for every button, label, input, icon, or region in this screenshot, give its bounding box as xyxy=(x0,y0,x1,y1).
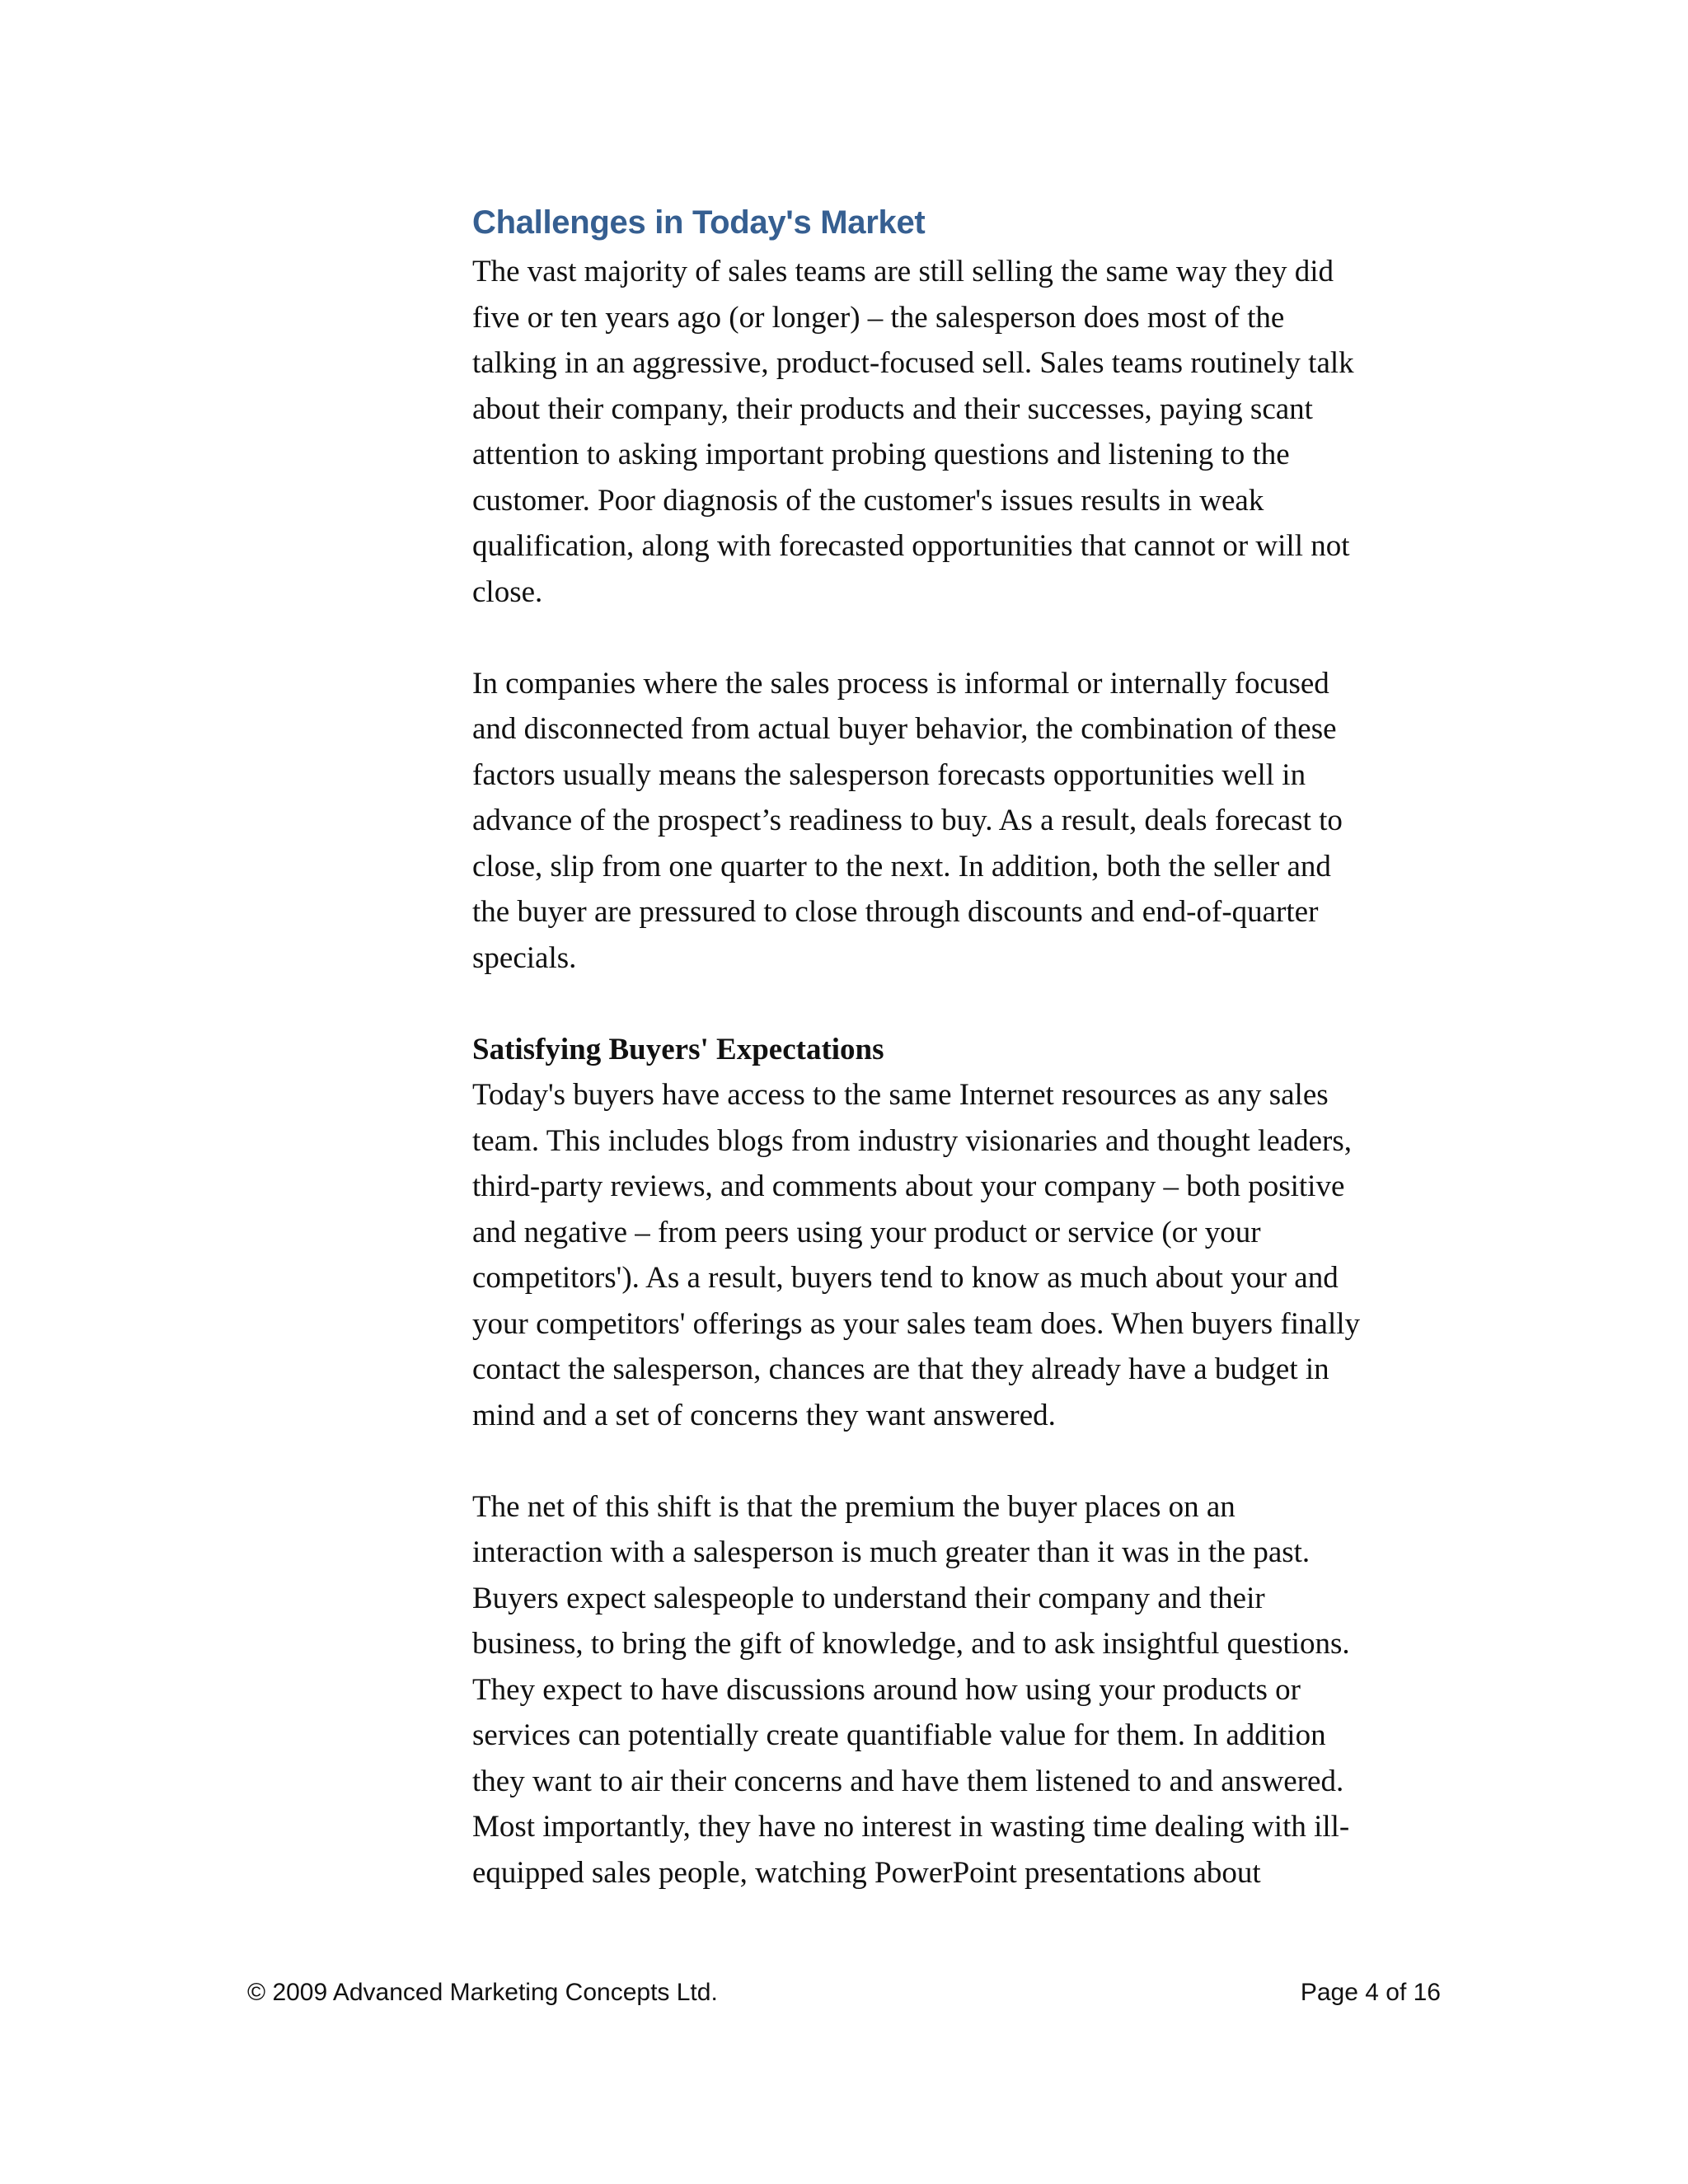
copyright-notice: © 2009 Advanced Marketing Concepts Ltd. xyxy=(247,1979,718,2006)
paragraph-line: attention to asking important probing questions and listening to the xyxy=(472,438,1290,471)
paragraph-line: they want to air their concerns and have them listened to and answered. xyxy=(472,1764,1344,1798)
paragraph-line: five or ten years ago (or longer) – the salesperson does most of the xyxy=(472,300,1285,335)
paragraph-line: and negative – from peers using your product or service (or your xyxy=(472,1215,1261,1249)
paragraph-line: customer. Poor diagnosis of the customer's issues results in weak xyxy=(472,483,1264,518)
paragraph-line: services can potentially create quantifiable value for them. In addition xyxy=(472,1718,1326,1752)
paragraph-line: contact the salesperson, chances are that they already have a budget in xyxy=(472,1352,1329,1386)
paragraph-line: In companies where the sales process is informal or internally focused xyxy=(472,666,1329,701)
paragraph-line: interaction with a salesperson is much greater than it was in the past. xyxy=(472,1535,1311,1569)
paragraph-line: equipped sales people, watching PowerPoint presentations about xyxy=(472,1855,1261,1890)
paragraph-line: advance of the prospect’s readiness to buy. As a result, deals forecast to xyxy=(472,804,1343,837)
paragraph-4 xyxy=(472,1484,1445,1896)
section-heading: Challenges in Today's Market xyxy=(472,204,926,241)
paragraph-1 xyxy=(472,249,1445,615)
paragraph-line: Buyers expect salespeople to understand their company and their xyxy=(472,1581,1265,1615)
paragraph-spacer xyxy=(472,1438,1445,1484)
paragraph-spacer xyxy=(472,615,1445,661)
paragraph-line: close, slip from one quarter to the next. In addition, both the seller and xyxy=(472,849,1331,883)
paragraph-line: the buyer are pressured to close through discounts and end-of-quarter xyxy=(472,895,1319,929)
paragraph-line: factors usually means the salesperson forecasts opportunities well in xyxy=(472,757,1306,792)
paragraph-line: They expect to have discussions around how using your products or xyxy=(472,1672,1301,1707)
paragraph-line: mind and a set of concerns they want answered. xyxy=(472,1398,1056,1432)
subheading: Satisfying Buyers' Expectations xyxy=(472,1032,884,1066)
paragraph-line: specials. xyxy=(472,940,577,975)
paragraph-line: competitors'). As a result, buyers tend to know as much about your and xyxy=(472,1261,1339,1295)
paragraph-line: third-party reviews, and comments about your company – both positive xyxy=(472,1169,1345,1203)
paragraph-line: close. xyxy=(472,574,543,609)
paragraph-line: The vast majority of sales teams are still selling the same way they did xyxy=(472,255,1334,288)
paragraph-3 xyxy=(472,1072,1445,1438)
paragraph-line: qualification, along with forecasted opportunities that cannot or will not xyxy=(472,529,1350,563)
page-number: Page 4 of 16 xyxy=(1300,1979,1441,2006)
paragraph-line: team. This includes blogs from industry visionaries and thought leaders, xyxy=(472,1123,1353,1158)
paragraph-line: about their company, their products and their successes, paying scant xyxy=(472,391,1313,426)
paragraph-line: talking in an aggressive, product-focused sell. Sales teams routinely talk xyxy=(472,346,1354,380)
page-content xyxy=(472,196,1445,1896)
paragraph-2 xyxy=(472,661,1445,982)
paragraph-line: business, to bring the gift of knowledge, and to ask insightful questions. xyxy=(472,1627,1350,1661)
paragraph-line: Most importantly, they have no interest in wasting time dealing with ill- xyxy=(472,1810,1350,1844)
paragraph-line: your competitors' offerings as your sales team does. When buyers finally xyxy=(472,1306,1361,1341)
paragraph-line: The net of this shift is that the premium the buyer places on an xyxy=(472,1489,1236,1524)
paragraph-line: Today's buyers have access to the same Internet resources as any sales xyxy=(472,1078,1329,1112)
paragraph-line: and disconnected from actual buyer behavior, the combination of these xyxy=(472,712,1337,746)
paragraph-spacer xyxy=(472,981,1445,1027)
